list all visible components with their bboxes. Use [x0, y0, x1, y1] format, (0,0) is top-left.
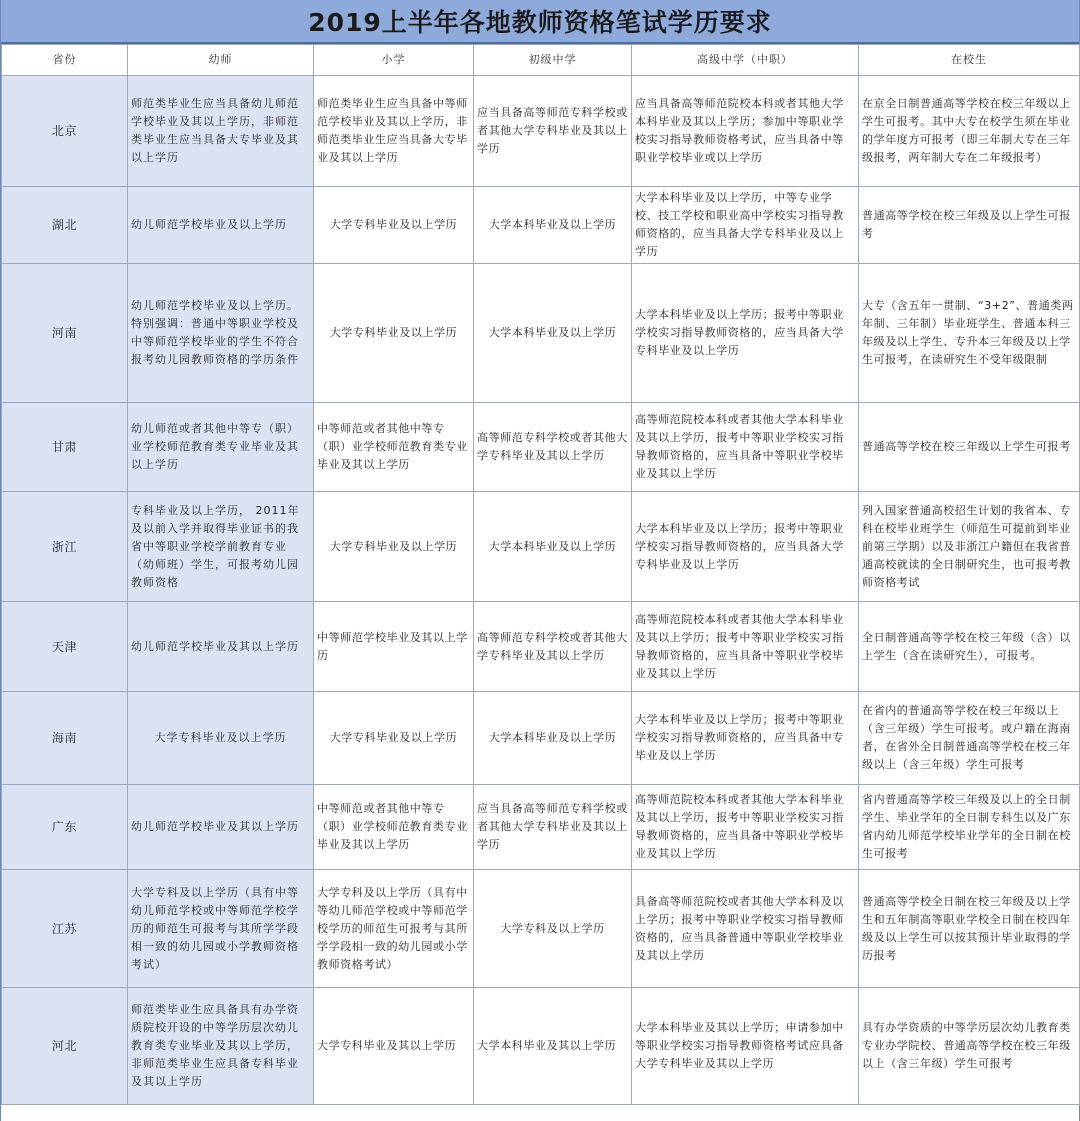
- senior-cell: 高等师范院校本科或者其他大学本科毕业及其以上学历，报考中等职业学校实习指导教师资格的，应当具备中等职业学校毕业及其以上学历: [632, 785, 859, 870]
- primary-cell: 大学专科毕业及以上学历: [314, 492, 474, 602]
- student-cell: 省内普通高等学校三年级及以上的全日制学生、毕业学年的全日制专科生以及广东省内幼儿师范学校毕业学年的全日制在校生可报考: [859, 785, 1080, 870]
- senior-cell: 应当具备高等师范院校本科或者其他大学本科毕业及其以上学历；参加中等职业学校实习指导教师资格考试，应当具备中等职业学校毕业或以上学历: [632, 76, 859, 187]
- table-row: [2, 988, 1080, 1105]
- kinder-cell: 幼儿师范学校毕业及以上学历。特别强调：普通中等职业学校及中等师范学校毕业的学生不符合报考幼儿园教师资格的学历条件: [128, 264, 314, 403]
- primary-cell: 大学专科及以上学历（具有中等幼儿师范学校或中等师范学校学历的师范生可报考与其所学学段相一致的幼儿园或小学教师资格考试）: [314, 870, 474, 988]
- senior-cell: 大学本科毕业及以上学历；报考中等职业学校实习指导教师资格的，应当具备大学专科毕业及以上学历: [632, 492, 859, 602]
- province-cell: 广东: [2, 785, 128, 870]
- student-cell: 在省内的普通高等学校在校三年级以上（含三年级）学生可报考。或户籍在海南者，在省外全日制普通高等学校在校三年级以上（含三年级）学生可报考: [859, 692, 1080, 785]
- senior-cell: 大学本科毕业及其以上学历；申请参加中等职业学校实习指导教师资格考试应具备大学专科毕业及其以上学历: [632, 988, 859, 1105]
- kinder-cell: 幼儿师范学校毕业及其以上学历: [128, 602, 314, 692]
- junior-cell: 大学本科毕业及以上学历: [474, 492, 632, 602]
- kinder-cell: 师范类毕业生应具备具有办学资质院校开设的中等学历层次幼儿教育类专业毕业及其以上学历，非师范类毕业生应具备专科毕业及其以上学历: [128, 988, 314, 1105]
- table-row: [2, 76, 1080, 187]
- primary-cell: 大学专科毕业及其以上学历: [314, 988, 474, 1105]
- kinder-cell: 大学专科及以上学历（具有中等幼儿师范学校或中等师范学校学历的师范生可报考与其所学学段相一致的幼儿园或小学教师资格考试）: [128, 870, 314, 988]
- kinder-cell: 幼儿师范学校毕业及其以上学历: [128, 785, 314, 870]
- kinder-cell: 专科毕业及以上学历， 2011年及以前入学并取得毕业证书的我省中等职业学校学前教育专业（幼师班）学生，可报考幼儿园教师资格: [128, 492, 314, 602]
- province-cell: 河北: [2, 988, 128, 1105]
- junior-cell: 大学本科毕业及以上学历: [474, 264, 632, 403]
- table-row: [2, 692, 1080, 785]
- student-cell: 在京全日制普通高等学校在校三年级以上学生可报考。其中大专在校学生须在毕业的学年度方可报考（即三年制大专在三年级报考，两年制大专在二年级报考）: [859, 76, 1080, 187]
- province-cell: 河南: [2, 264, 128, 403]
- header-kinder: 幼师: [128, 45, 314, 76]
- province-cell: 天津: [2, 602, 128, 692]
- primary-cell: 中等师范学校毕业及其以上学历: [314, 602, 474, 692]
- senior-cell: 大学本科毕业及以上学历，中等专业学校、技工学校和职业高中学校实习指导教师资格的，应当具备大学专科毕业及以上学历: [632, 187, 859, 264]
- header-province: 省份: [2, 45, 128, 76]
- header-junior: 初级中学: [474, 45, 632, 76]
- junior-cell: 大学本科毕业及其以上学历: [474, 988, 632, 1105]
- kinder-cell: 幼儿师范或者其他中等专（职）业学校师范教育类专业毕业及其以上学历: [128, 403, 314, 492]
- senior-cell: 大学本科毕业及以上学历；报考中等职业学校实习指导教师资格的，应当具备大学专科毕业及以上学历: [632, 264, 859, 403]
- header-student: 在校生: [859, 45, 1080, 76]
- table-row: [2, 264, 1080, 403]
- student-cell: 普通高等学校在校三年级以上学生可报考: [859, 403, 1080, 492]
- header-row: [2, 45, 1080, 76]
- junior-cell: 大学本科毕业及以上学历: [474, 187, 632, 264]
- senior-cell: 具备高等师范院校或者其他大学本科及以上学历；报考中等职业学校实习指导教师资格的，应当具备普通中等职业学校毕业及其以上学历: [632, 870, 859, 988]
- junior-cell: 应当具备高等师范专科学校或者其他大学专科毕业及其以上学历: [474, 76, 632, 187]
- province-cell: 江苏: [2, 870, 128, 988]
- junior-cell: 高等师范专科学校或者其他大学专科毕业及其以上学历: [474, 403, 632, 492]
- student-cell: 具有办学资质的中等学历层次幼儿教育类专业办学院校、普通高等学校在校三年级以上（含三年级）学生可报考: [859, 988, 1080, 1105]
- kinder-cell: 幼儿师范学校毕业及以上学历: [128, 187, 314, 264]
- senior-cell: 高等师范院校本科或者其他大学本科毕业及其以上学历；报考中等职业学校实习指导教师资格的，应当具备中等职业学校毕业及其以上学历: [632, 602, 859, 692]
- header-senior: 高级中学（中职）: [632, 45, 859, 76]
- table-row: [2, 403, 1080, 492]
- province-cell: 浙江: [2, 492, 128, 602]
- student-cell: 列入国家普通高校招生计划的我省本、专科在校毕业班学生（师范生可提前到毕业前第三学期）以及非浙江户籍但在我省普通高校就读的全日制研究生，也可报考教师资格考试: [859, 492, 1080, 602]
- province-cell: 海南: [2, 692, 128, 785]
- table-row: [2, 492, 1080, 602]
- student-cell: 全日制普通高等学校在校三年级（含）以上学生（含在读研究生），可报考。: [859, 602, 1080, 692]
- province-cell: 甘肃: [2, 403, 128, 492]
- sheet-title: 2019上半年各地教师资格笔试学历要求: [1, 0, 1079, 44]
- header-primary: 小学: [314, 45, 474, 76]
- primary-cell: 大学专科毕业及以上学历: [314, 264, 474, 403]
- senior-cell: 大学本科毕业及以上学历；报考中等职业学校实习指导教师资格的，应当具备中专毕业及以上学历: [632, 692, 859, 785]
- junior-cell: 大学本科毕业及以上学历: [474, 692, 632, 785]
- primary-cell: 师范类毕业生应当具备中等师范学校毕业及其以上学历，非师范类毕业生应当具备大专毕业及其以上学历: [314, 76, 474, 187]
- senior-cell: 高等师范院校本科或者其他大学本科毕业及其以上学历，报考中等职业学校实习指导教师资格的，应当具备中等职业学校毕业及其以上学历: [632, 403, 859, 492]
- kinder-cell: 师范类毕业生应当具备幼儿师范学校毕业及其以上学历，非师范类毕业生应当具备大专毕业及其以上学历: [128, 76, 314, 187]
- table-row: [2, 870, 1080, 988]
- primary-cell: 大学专科毕业及以上学历: [314, 692, 474, 785]
- table-row: [2, 187, 1080, 264]
- table-row: [2, 785, 1080, 870]
- junior-cell: 大学专科及以上学历: [474, 870, 632, 988]
- primary-cell: 中等师范或者其他中等专（职）业学校师范教育类专业毕业及其以上学历: [314, 785, 474, 870]
- kinder-cell: 大学专科毕业及以上学历: [128, 692, 314, 785]
- primary-cell: 中等师范或者其他中等专（职）业学校师范教育类专业毕业及其以上学历: [314, 403, 474, 492]
- student-cell: 大专（含五年一贯制、“3+2”、普通类两年制、三年制）毕业班学生、普通本科三年级及以上学生、专升本三年级及以上学生可报考，在读研究生不受年级限制: [859, 264, 1080, 403]
- table-row: [2, 602, 1080, 692]
- requirements-table: [1, 44, 1080, 1105]
- student-cell: 普通高等学校全日制在校三年级及以上学生和五年制高等职业学校全日制在校四年级及以上学生可以按其预计毕业取得的学历报考: [859, 870, 1080, 988]
- student-cell: 普通高等学校在校三年级及以上学生可报考: [859, 187, 1080, 264]
- province-cell: 北京: [2, 76, 128, 187]
- primary-cell: 大学专科毕业及以上学历: [314, 187, 474, 264]
- junior-cell: 应当具备高等师范专科学校或者其他大学专科毕业及其以上学历: [474, 785, 632, 870]
- province-cell: 湖北: [2, 187, 128, 264]
- junior-cell: 高等师范专科学校或者其他大学专科毕业及其以上学历: [474, 602, 632, 692]
